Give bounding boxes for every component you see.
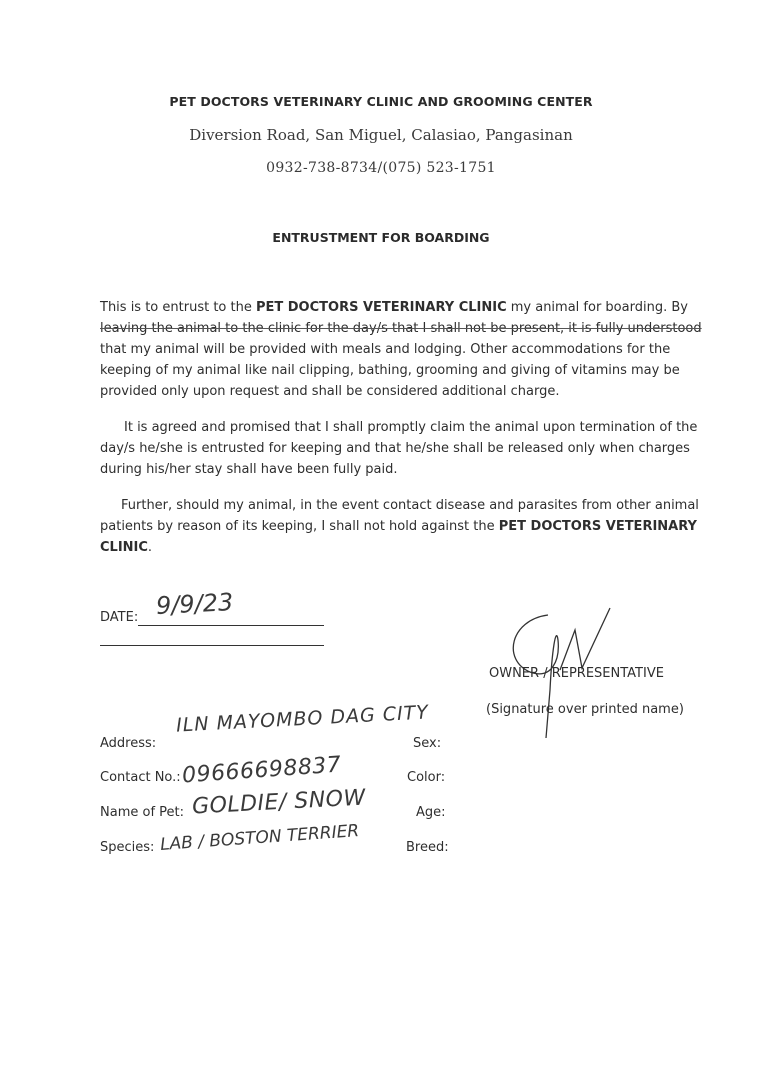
contact-value: 09666698837 <box>181 752 343 789</box>
breed-label: Breed: <box>406 840 449 855</box>
clinic-name: PET DOCTORS VETERINARY CLINIC AND GROOMING CENTER <box>169 94 593 109</box>
paragraph-line: Further, should my animal, in the event contact disease and parasites from other animal <box>121 498 699 513</box>
date-underline <box>138 625 324 626</box>
sex-label: Sex: <box>413 736 442 751</box>
clinic-name-inline: PET DOCTORS VETERINARY CLINIC <box>255 300 507 315</box>
paragraph-line <box>100 297 688 318</box>
paragraph-entrust <box>100 297 702 402</box>
species-label: Species: <box>100 840 155 855</box>
text-span: . <box>147 540 153 555</box>
paragraph-line: that my animal will be provided with meals and lodging. Other accommodations for the <box>100 342 671 357</box>
address-value: ILN MAYOMBO DAG CITY <box>175 701 430 737</box>
species-value: LAB / BOSTON TERRIER <box>159 821 360 855</box>
owner-representative-label: OWNER / REPRESENTATIVE <box>489 666 664 681</box>
text-span: patients by reason of its keeping, I shall not hold against the <box>100 519 499 534</box>
address-label: Address: <box>100 736 157 751</box>
document-title: ENTRUSTMENT FOR BOARDING <box>272 230 490 245</box>
age-label: Age: <box>416 805 446 820</box>
paragraph-line: provided only upon request and shall be considered additional charge. <box>100 384 560 399</box>
text-span: my animal for boarding. By <box>506 300 688 315</box>
text-span: This is to entrust to the <box>100 300 256 315</box>
blank-underline <box>100 645 324 646</box>
paragraph-line: keeping of my animal like nail clipping, bathing, grooming and giving of vitamins may be <box>100 363 680 378</box>
clinic-name-inline: PET DOCTORS VETERINARY <box>498 519 697 534</box>
paragraph-line: leaving the animal to the clinic for the day/s that I shall not be present, it is fully understood <box>100 321 702 336</box>
clinic-name-inline: CLINIC <box>100 540 148 555</box>
color-label: Color: <box>407 770 446 785</box>
pet-name-value: GOLDIE/ SNOW <box>191 785 367 820</box>
signature-caption: (Signature over printed name) <box>486 702 684 717</box>
contact-label: Contact No.: <box>100 770 181 785</box>
pet-name-label: Name of Pet: <box>100 805 184 820</box>
paragraph-agreement <box>100 417 698 480</box>
paragraph-liability <box>100 495 699 558</box>
paragraph-line <box>100 537 682 558</box>
date-value: 9/9/23 <box>155 587 234 621</box>
paragraph-line <box>100 516 697 537</box>
paragraph-line: day/s he/she is entrusted for keeping and that he/she shall be released only when charges <box>100 441 690 456</box>
date-label: DATE: <box>100 610 139 625</box>
paragraph-line: It is agreed and promised that I shall promptly claim the animal upon termination of the <box>124 420 698 435</box>
clinic-address: Diversion Road, San Miguel, Calasiao, Pangasinan <box>189 126 573 144</box>
clinic-phone: 0932-738-8734/(075) 523-1751 <box>266 160 496 176</box>
paragraph-line: during his/her stay shall have been fully paid. <box>100 462 398 477</box>
